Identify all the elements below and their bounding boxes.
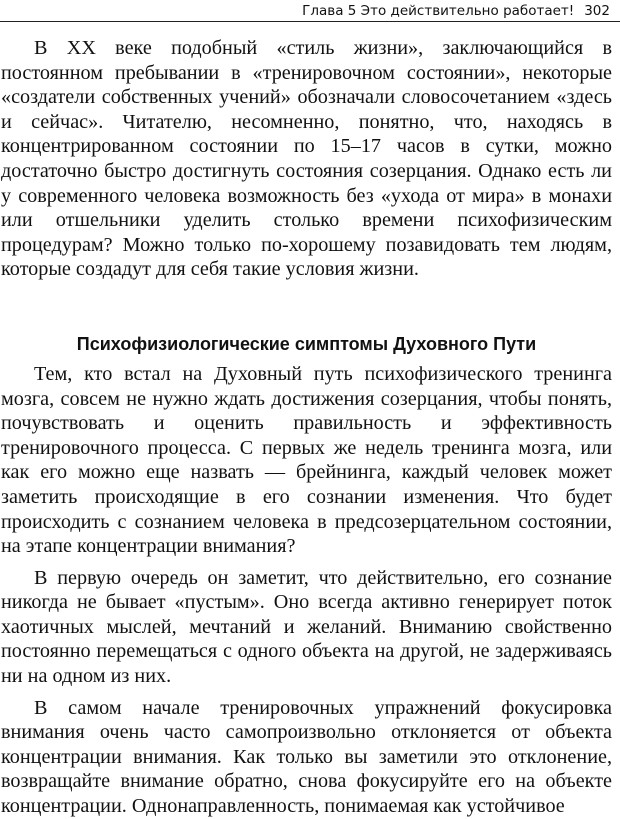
paragraph-1: В XX веке подобный «стиль жизни», заключающийся в постоянном пребывании в «тренировочном состоянии», некоторые «создатели собственных учений» обозначали словосочетанием «здесь и сейчас». Читателю, несомненно, понятно, что, находясь в концентрированном состоянии по 15–17 часов в сутки, можно достаточно быстро достигнуть состояния созерцания. Однако есть ли у современного человека возможность без «ухода от мира» в монахи или отшельники уделить столько времени психофизическим процедурам? Можно только по-хорошему позавидовать тем людям, которые создадут для себя такие условия жизни. — [1, 37, 612, 281]
paragraph-4: В самом начале тренировочных упражнений фокусировка внимания очень часто самопроизвольно отклоняется от объекта концентрации внимания. Как только вы заметили это отклонение, возвращайте внимание обратно, снова фокусируйте его на объекте концентрации. Однонаправленность, понимаемая как устойчивое — [1, 696, 612, 818]
section-heading: Психофизиологические симптомы Духовного Пути — [76, 333, 537, 354]
paragraph-3: В первую очередь он заметит, что действительно, его сознание никогда не бывает «пустым». Оно всегда активно генерирует поток хаотичных мыслей, мечтаний и желаний. Вниманию свойственно постоянно перемещаться с одного объекта на другой, не задерживаясь ни на одном из них. — [1, 566, 612, 688]
page-body — [1, 36, 612, 819]
chapter-title: Глава 5 Это действительно работает! — [302, 3, 575, 19]
paragraph-2: Тем, кто встал на Духовный путь психофизического тренинга мозга, совсем не нужно ждать достижения созерцания, чтобы понять, почувствовать и оценить правильность и эффективность тренировочного процесса. С первых же недель тренинга мозга, или как его можно еще назвать — брейнинга, каждый человек может заметить происходящие в его сознании изменения. Что будет происходить с сознанием человека в предсозерцательном состоянии, на этапе концентрации внимания? — [1, 362, 612, 558]
running-header — [0, 0, 620, 22]
page-number: 302 — [584, 3, 610, 19]
